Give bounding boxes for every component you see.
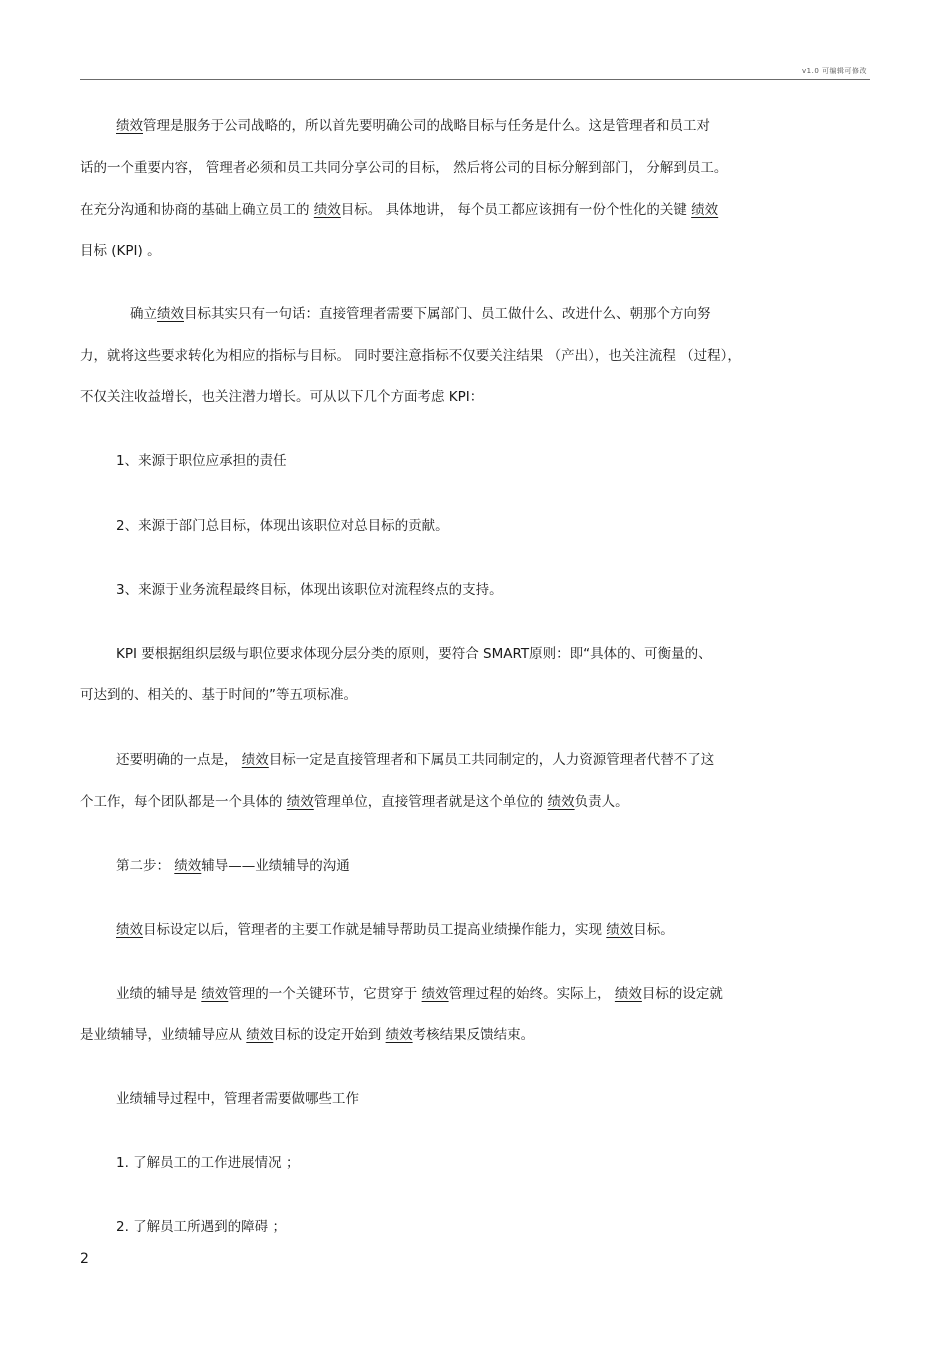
underlined-term: 绩效 <box>313 202 341 218</box>
page-number: 2 <box>80 1251 89 1267</box>
text-segment: 在充分沟通和协商的基础上确立员工的 <box>80 202 314 218</box>
text-segment: 负责人。 <box>574 794 629 810</box>
underlined-term: 绩效 <box>547 794 575 810</box>
text-segment: 确立 <box>130 306 157 322</box>
text-segment: 管理是服务于公司战略的，所以首先要明确公司的战略目标与任务是什么。这是管理者和员工对 <box>143 118 710 134</box>
text-line <box>80 793 629 811</box>
underlined-term: 绩效 <box>606 922 634 938</box>
text-segment: 管理过程的始终。实际上， <box>448 986 615 1002</box>
text-segment: 目标。 <box>633 922 674 938</box>
text-segment: 1. 了解员工的工作进展情况 ； <box>116 1155 300 1171</box>
underlined-term: 绩效 <box>421 986 449 1002</box>
header-version-note: v1.0 可编辑可修改 <box>802 67 867 75</box>
text-segment: 2、来源于部门总目标，体现出该职位对总目标的贡献。 <box>116 518 449 534</box>
text-line <box>116 857 350 875</box>
text-segment: 1、来源于职位应承担的责任 <box>116 453 287 469</box>
text-segment: 目标的设定开始到 <box>273 1027 386 1043</box>
text-line <box>80 159 727 177</box>
text-line <box>116 1090 359 1108</box>
text-segment: 第二步： <box>116 858 175 874</box>
underlined-term: 绩效 <box>157 306 184 322</box>
header-divider <box>80 79 870 80</box>
underlined-term: 绩效 <box>286 794 314 810</box>
text-line <box>80 686 357 704</box>
underlined-term: 绩效 <box>174 858 202 874</box>
text-segment: 个工作，每个团队都是一个具体的 <box>80 794 287 810</box>
text-segment: 目标设定以后，管理者的主要工作就是辅导帮助员工提高业绩操作能力，实现 <box>143 922 607 938</box>
text-line <box>116 1218 286 1236</box>
text-segment: 辅导——业绩辅导的沟通 <box>201 858 350 874</box>
text-segment: 目标一定是直接管理者和下属员工共同制定的，人力资源管理者代替不了这 <box>268 752 715 768</box>
text-line <box>116 117 710 135</box>
text-segment: 不仅关注收益增长，也关注潜力增长。可从以下几个方面考虑 KPI： <box>80 389 484 405</box>
underlined-term: 绩效 <box>116 922 143 938</box>
text-segment: 是业绩辅导，业绩辅导应从 <box>80 1027 247 1043</box>
underlined-term: 绩效 <box>691 202 719 218</box>
text-line <box>116 1154 299 1172</box>
underlined-term: 绩效 <box>246 1027 274 1043</box>
text-line <box>116 452 287 470</box>
text-segment: 力，就将这些要求转化为相应的指标与目标。 同时要注意指标不仅要关注结果 （产出），也关注流程 （过程）， <box>80 348 741 364</box>
text-line <box>116 751 714 769</box>
text-line <box>116 517 449 535</box>
text-line <box>80 201 718 219</box>
text-segment: 目标其实只有一句话：直接管理者需要下属部门、员工做什么、改进什么、朝那个方向努 <box>184 306 711 322</box>
text-segment: 目标的设定就 <box>641 986 723 1002</box>
text-line <box>80 242 161 260</box>
text-segment: KPI 要根据组织层级与职位要求体现分层分类的原则，要符合 SMART原则：即“具体的、可衡量的、 <box>116 646 712 662</box>
text-segment: 话的一个重要内容， 管理者必须和员工共同分享公司的目标， 然后将公司的目标分解到部门， 分解到员工。 <box>80 160 728 176</box>
text-line <box>80 1026 534 1044</box>
text-line <box>116 645 712 663</box>
underlined-term: 绩效 <box>614 986 642 1002</box>
text-segment: 目标 (KPI) 。 <box>80 243 161 259</box>
underlined-term: 绩效 <box>116 118 143 134</box>
text-segment: 2. 了解员工所遇到的障碍 ； <box>116 1219 286 1235</box>
text-line <box>116 581 503 599</box>
text-line <box>130 305 711 323</box>
text-line <box>80 347 741 365</box>
text-segment: 还要明确的一点是， <box>116 752 242 768</box>
text-segment: 管理的一个关键环节，它贯穿于 <box>228 986 422 1002</box>
text-line <box>116 985 723 1003</box>
text-segment: 管理单位，直接管理者就是这个单位的 <box>313 794 548 810</box>
text-segment: 业绩的辅导是 <box>116 986 202 1002</box>
text-segment: 可达到的、相关的、基于时间的”等五项标准。 <box>80 687 357 703</box>
text-segment: 3、来源于业务流程最终目标，体现出该职位对流程终点的支持。 <box>116 582 503 598</box>
text-segment: 考核结果反馈结束。 <box>412 1027 535 1043</box>
underlined-term: 绩效 <box>201 986 229 1002</box>
text-line <box>116 921 674 939</box>
text-segment: 目标。 具体地讲， 每个员工都应该拥有一份个性化的关键 <box>340 202 692 218</box>
underlined-term: 绩效 <box>385 1027 413 1043</box>
text-segment: 业绩辅导过程中，管理者需要做哪些工作 <box>116 1091 359 1107</box>
underlined-term: 绩效 <box>241 752 269 768</box>
text-line <box>80 388 483 406</box>
